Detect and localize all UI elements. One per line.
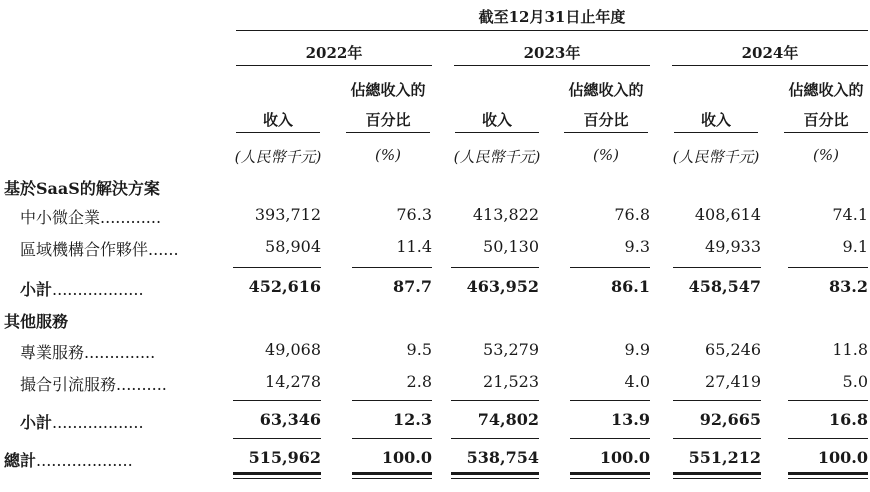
subtotal-rule [673,438,761,439]
row-leader-dots: ............ [100,208,162,227]
subtotal-value: 87.7 [393,277,432,296]
row-value: 76.8 [614,205,650,224]
row-leader-dots: .......... [116,375,167,394]
subtotal-rule [788,438,868,439]
pct-col-header-line2: 百分比 [365,111,411,129]
subtotal-rule [673,267,761,268]
total-rule-thick [570,472,650,475]
total-value: 515,962 [248,448,321,467]
total-rule-thin [352,478,432,479]
row-value: 53,279 [483,340,539,359]
row-value: 413,822 [472,205,539,224]
row-value: 58,904 [265,237,321,256]
subtotal-rule [352,438,432,439]
subtotal-value: 12.3 [393,410,432,429]
unit-revenue: (人民幣千元) [453,148,541,166]
subtotal-value: 463,952 [466,277,539,296]
unit-percent: (%) [813,146,839,164]
total-value: 551,212 [688,448,761,467]
pct-col-header-line2: 百分比 [583,111,629,129]
subtotal-rule [570,267,650,268]
row-value: 5.0 [842,372,868,391]
subtotal-rule [233,438,321,439]
total-rule-thin [788,478,868,479]
total-value: 100.0 [817,448,868,467]
subtotal-value: 92,665 [699,410,761,429]
year-2022-rule [236,65,432,66]
subtotal-value: 86.1 [611,277,650,296]
row-value: 408,614 [694,205,761,224]
subtotal-rule [233,400,321,401]
pct-col-header-line1: 佔總收入的 [788,81,864,99]
row-value: 9.1 [842,237,868,256]
total-rule-thin [673,478,761,479]
row-value: 76.3 [396,205,432,224]
total-rule-thick [673,472,761,475]
subtotal-rule [570,438,650,439]
row-value: 9.3 [624,237,650,256]
row-label-text: 中小微企業 [20,208,101,227]
subtotal-rule [451,400,539,401]
year-2023-rule [454,65,650,66]
total-rule-thick [352,472,432,475]
row-value: 393,712 [254,205,321,224]
row-value: 11.4 [396,237,432,256]
subtotal-label-text: 小計 [20,280,53,299]
section-title: 基於SaaS的解決方案 [4,179,160,198]
subtotal-value: 74,802 [477,410,539,429]
total-rule-thin [233,478,321,479]
row-value: 9.9 [624,340,650,359]
total-label [4,448,133,471]
subtotal-value: 83.2 [829,277,868,296]
section-title: 其他服務 [4,312,69,331]
row-value: 11.8 [832,340,868,359]
subtotal-label [20,277,144,300]
subtotal-value: 13.9 [611,410,650,429]
period-rule [236,30,868,31]
subtotal-rule [352,267,432,268]
total-rule-thin [451,478,539,479]
revenue-col-header: 收入 [481,111,512,129]
period-heading: 截至12月31日止年度 [478,8,626,26]
row-leader-dots: ...... [148,240,179,259]
total-value: 100.0 [599,448,650,467]
total-value: 100.0 [381,448,432,467]
total-rule-thin [570,478,650,479]
total-rule-thick [233,472,321,475]
row-value: 49,933 [705,237,761,256]
row-label [20,372,167,395]
subtotal-rule [352,400,432,401]
total-label-text: 總計 [4,451,37,470]
revenue-col-header: 收入 [700,111,731,129]
subtotal-value: 452,616 [248,277,321,296]
row-value: 2.8 [406,372,432,391]
revenue-col-rule [455,132,539,133]
row-label-text: 區域機構合作夥伴 [20,240,149,259]
subtotal-leader-dots: .................. [52,280,144,299]
row-label [20,237,179,260]
total-rule-thick [788,472,868,475]
total-value: 538,754 [466,448,539,467]
year-2022-heading: 2022年 [305,44,363,62]
pct-col-rule [564,132,648,133]
subtotal-rule [233,267,321,268]
row-value: 9.5 [406,340,432,359]
row-value: 4.0 [624,372,650,391]
year-2024-heading: 2024年 [741,44,799,62]
revenue-col-header: 收入 [262,111,293,129]
year-2024-rule [672,65,868,66]
row-label-text: 撮合引流服務 [20,375,117,394]
subtotal-label-text: 小計 [20,413,53,432]
pct-col-header-line1: 佔總收入的 [568,81,644,99]
pct-col-header-line2: 百分比 [803,111,849,129]
revenue-col-rule [674,132,758,133]
year-2023-heading: 2023年 [523,44,581,62]
row-value: 49,068 [265,340,321,359]
pct-col-rule [784,132,868,133]
row-label [20,205,161,228]
total-leader-dots: ................... [36,451,133,470]
revenue-col-rule [236,132,320,133]
row-value: 21,523 [483,372,539,391]
total-rule-thick [451,472,539,475]
subtotal-label [20,410,144,433]
pct-col-rule [346,132,430,133]
pct-col-header-line1: 佔總收入的 [350,81,426,99]
row-value: 50,130 [483,237,539,256]
subtotal-rule [673,400,761,401]
unit-revenue: (人民幣千元) [234,148,322,166]
row-leader-dots: .............. [84,343,156,362]
subtotal-rule [788,400,868,401]
subtotal-value: 458,547 [688,277,761,296]
subtotal-rule [570,400,650,401]
subtotal-leader-dots: .................. [52,413,144,432]
subtotal-rule [451,267,539,268]
unit-revenue: (人民幣千元) [672,148,760,166]
row-value: 14,278 [265,372,321,391]
unit-percent: (%) [375,146,401,164]
unit-percent: (%) [593,146,619,164]
subtotal-value: 16.8 [829,410,868,429]
row-value: 65,246 [705,340,761,359]
row-value: 27,419 [705,372,761,391]
subtotal-rule [788,267,868,268]
row-label-text: 專業服務 [20,343,85,362]
subtotal-value: 63,346 [259,410,321,429]
row-label [20,340,155,363]
subtotal-rule [451,438,539,439]
row-value: 74.1 [832,205,868,224]
